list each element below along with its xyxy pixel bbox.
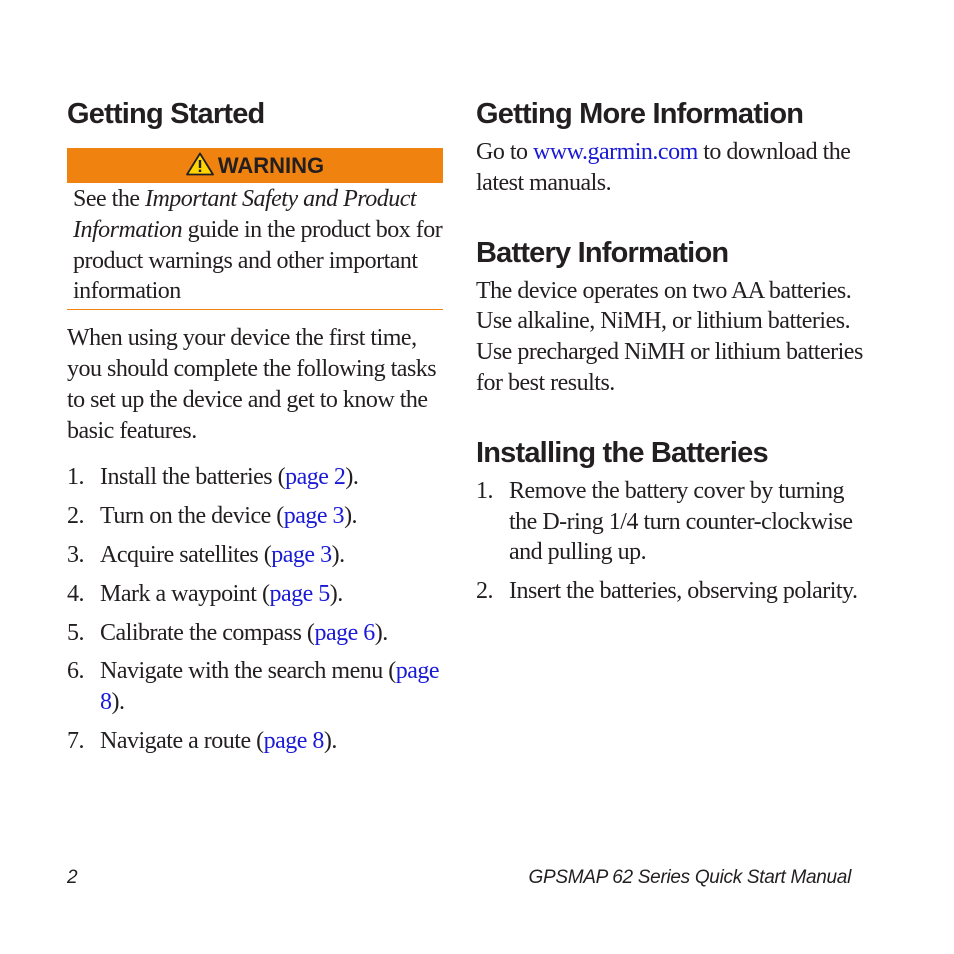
step-text: Insert the batteries, observing polarity. [509, 578, 858, 605]
section-title-getting-started: Getting Started [67, 98, 265, 130]
step-number: 1. [67, 464, 84, 491]
warning-text [73, 184, 443, 307]
left-column [67, 96, 443, 765]
list-item [67, 726, 443, 757]
list-item [67, 618, 443, 649]
warning-triangle-icon [186, 152, 214, 176]
section-title-more-info: Getting More Information [476, 98, 804, 130]
setup-steps-list [67, 462, 443, 756]
step-text-end: ). [111, 689, 125, 716]
step-number: 7. [67, 727, 84, 754]
list-item [67, 579, 443, 610]
page-number: 2 [67, 867, 78, 888]
step-text-end: ). [329, 580, 343, 607]
page-link[interactable]: page 8 [100, 658, 440, 716]
step-number: 3. [67, 541, 84, 568]
step-text-end: ). [345, 464, 359, 491]
garmin-website-link[interactable]: www.garmin.com [533, 139, 698, 165]
step-text: Install the batteries ( [100, 464, 286, 491]
step-number: 6. [67, 658, 84, 685]
warning-text-pre: See the [73, 186, 145, 212]
step-number: 5. [67, 619, 84, 646]
intro-paragraph: When using your device the first time, you should complete the following tasks to set up the device and get to know the basic features. [67, 325, 437, 444]
step-text: Mark a waypoint ( [100, 580, 270, 607]
step-number: 2. [67, 503, 84, 530]
warning-label: WARNING [217, 152, 325, 178]
more-info-pre: Go to [476, 139, 533, 165]
step-text: Navigate a route ( [100, 727, 264, 754]
warning-text-post: guide in the product box for product warnings and other important information [73, 216, 443, 305]
step-text: Calibrate the compass ( [100, 619, 315, 646]
list-item [67, 462, 443, 493]
right-column [476, 96, 876, 615]
step-text-end: ). [323, 727, 337, 754]
step-text-end: ). [374, 619, 388, 646]
step-number: 4. [67, 580, 84, 607]
step-number: 2. [476, 578, 493, 605]
section-title-installing-batteries: Installing the Batteries [476, 436, 768, 469]
step-text-end: ). [344, 503, 358, 530]
page-link[interactable]: page 5 [269, 580, 330, 607]
list-item [67, 501, 443, 532]
step-text-end: ). [331, 541, 345, 568]
list-item [67, 656, 443, 718]
list-item [476, 476, 876, 568]
warning-guide-title: Important Safety and Product Information [73, 186, 417, 243]
page-link[interactable]: page 2 [285, 464, 346, 491]
warning-banner [67, 148, 443, 183]
step-text: Remove the battery cover by turning the D-ring 1/4 turn counter-clockwise and pulling up. [509, 477, 853, 566]
more-info-post: to download the latest manuals. [476, 139, 851, 196]
step-text: Acquire satellites ( [100, 541, 272, 568]
step-number: 1. [476, 477, 493, 504]
install-steps-list [476, 476, 876, 607]
page-link[interactable]: page 3 [271, 541, 332, 568]
page-link[interactable]: page 8 [263, 727, 324, 754]
more-info-paragraph [476, 137, 876, 199]
step-text: Turn on the device ( [100, 503, 284, 530]
page-link[interactable]: page 6 [314, 619, 375, 646]
manual-title: GPSMAP 62 Series Quick Start Manual [528, 867, 851, 888]
step-text: Navigate with the search menu ( [100, 658, 396, 685]
section-title-battery-info: Battery Information [476, 236, 729, 269]
page-link[interactable]: page 3 [283, 503, 345, 530]
battery-info-paragraph: The device operates on two AA batteries. Use alkaline, NiMH, or lithium batteries. Use precharged NiMH or lithium batteries for best results. [476, 277, 863, 396]
list-item [476, 576, 876, 607]
warning-body [67, 183, 443, 310]
list-item [67, 540, 443, 571]
